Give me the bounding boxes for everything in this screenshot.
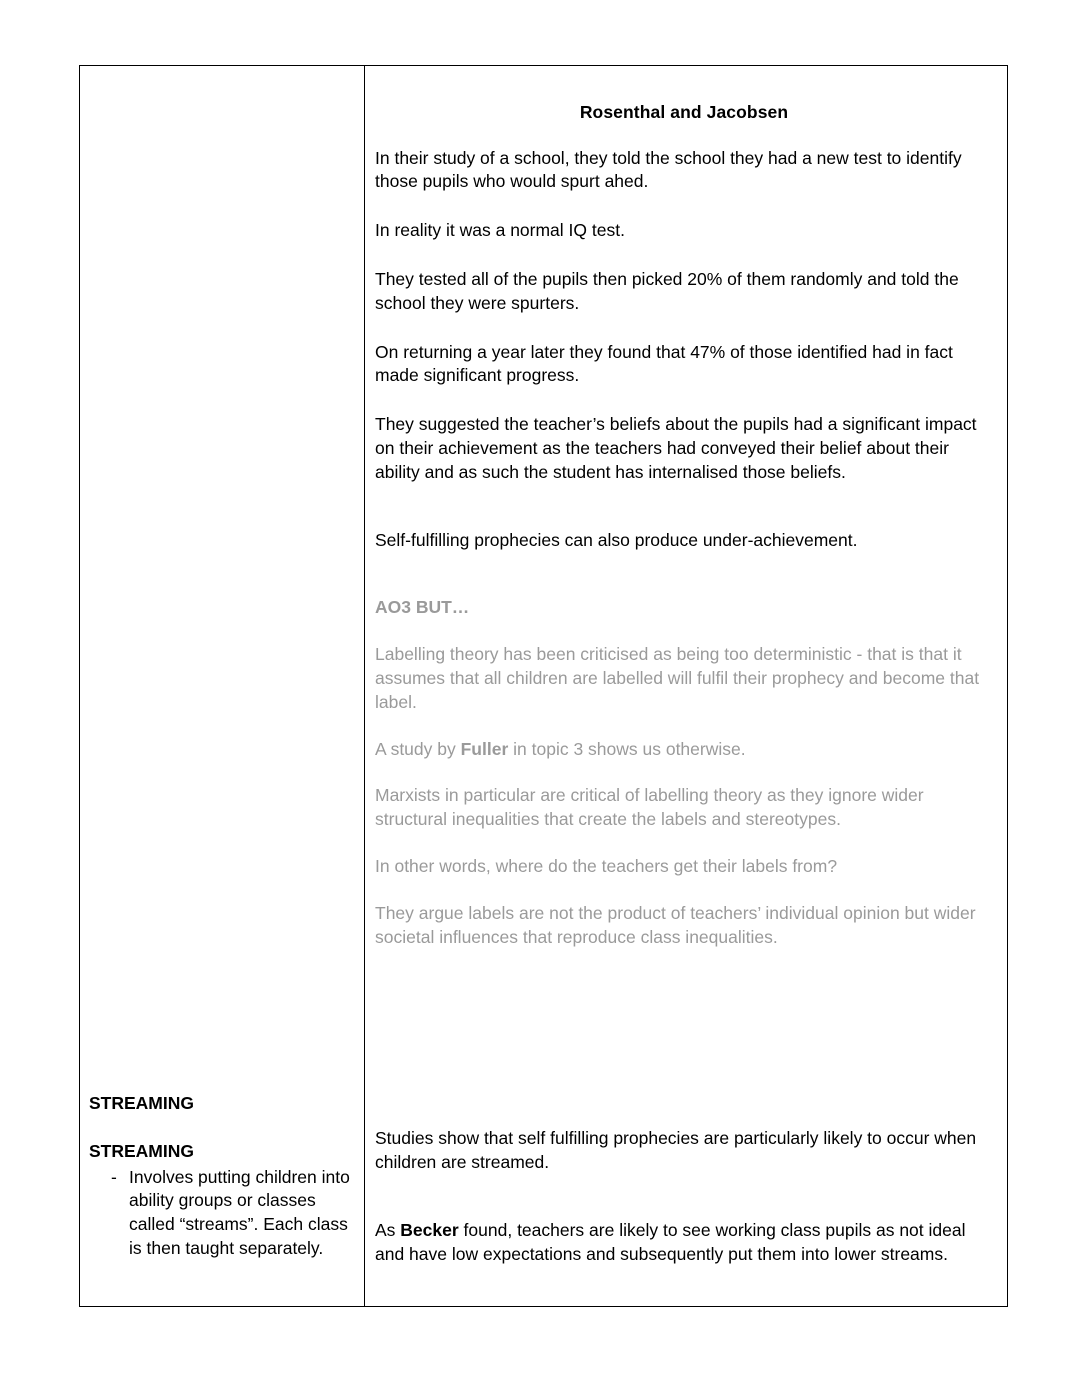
streaming-heading-2: STREAMING (89, 1140, 194, 1161)
spacer (375, 316, 993, 341)
spacer (375, 388, 993, 413)
left-column-content (80, 66, 364, 1306)
paragraph-ao3-societal: They argue labels are not the product of teachers’ individual opinion but wider societal influences that reproduce class inequalities. (375, 902, 976, 947)
paragraph-under-achievement: Self-fulfilling prophecies can also produce under-achievement. (375, 529, 858, 550)
spacer (375, 761, 993, 784)
paragraph-progress: On returning a year later they found that 47% of those identified had in fact made significant progress. (375, 341, 953, 386)
fuller-text-after: in topic 3 shows us otherwise. (508, 738, 746, 759)
spacer (375, 243, 993, 268)
bullet-dash-marker: - (111, 1166, 117, 1187)
spacer (375, 485, 993, 529)
fuller-text-before: A study by (375, 738, 461, 759)
streaming-section (89, 1092, 355, 1261)
becker-name-bold: Becker (400, 1219, 459, 1240)
spacer (375, 715, 993, 738)
paragraph-study-intro: In their study of a school, they told the school they had a new test to identify those pupils who would spurt ahed. (375, 147, 962, 192)
table-cell-left (80, 66, 365, 1307)
paragraph-spurters: They tested all of the pupils then picked 20% of them randomly and told the school they were spurters. (375, 269, 959, 313)
table-cell-right (365, 66, 1008, 1307)
paragraph-becker (375, 1219, 993, 1267)
paragraph-ao3-labels-from: In other words, where do the teachers get their labels from? (375, 855, 838, 876)
becker-text-after: found, teachers are likely to see working class pupils as not ideal and have low expectations and subsequently put them into lower streams. (375, 1219, 966, 1264)
paragraph-ao3-deterministic: Labelling theory has been criticised as being too deterministic - that is that it assumes that all children are labelled will fulfil their prophecy and become that label. (375, 644, 980, 712)
spacer (375, 1175, 993, 1219)
spacer (375, 125, 993, 147)
spacer (89, 1116, 355, 1140)
bullet-text: Involves putting children into ability groups or classes called “streams”. Each class is then taught separately. (129, 1166, 350, 1258)
streaming-heading-1: STREAMING (89, 1093, 194, 1113)
paragraph-teacher-beliefs: They suggested the teacher’s beliefs about the pupils had a significant impact on their achievement as the teachers had conveyed their belief about their ability and as such the student has internalised those beliefs. (375, 414, 977, 482)
spacer (375, 194, 993, 219)
spacer (375, 552, 993, 596)
right-column-content (365, 66, 1007, 1306)
paragraph-iq-test: In reality it was a normal IQ test. (375, 220, 625, 241)
spacer (375, 620, 993, 643)
paragraph-ao3-fuller (375, 738, 993, 762)
ao3-heading: AO3 BUT… (375, 597, 470, 618)
paragraph-streaming-studies: Studies show that self fulfilling prophecies are particularly likely to occur when children are streamed. (375, 1128, 977, 1173)
table-row (80, 66, 1008, 1307)
spacer (375, 949, 993, 1127)
becker-text-before: As (375, 1219, 401, 1240)
page-title: Rosenthal and Jacobsen (579, 102, 789, 122)
notes-table (79, 65, 1008, 1307)
fuller-name-bold: Fuller (460, 738, 509, 759)
paragraph-ao3-marxists: Marxists in particular are critical of labelling theory as they ignore wider structural inequalities that create the labels and stereotypes. (375, 785, 924, 830)
spacer (375, 879, 993, 902)
spacer (375, 832, 993, 855)
list-item (89, 1166, 355, 1261)
